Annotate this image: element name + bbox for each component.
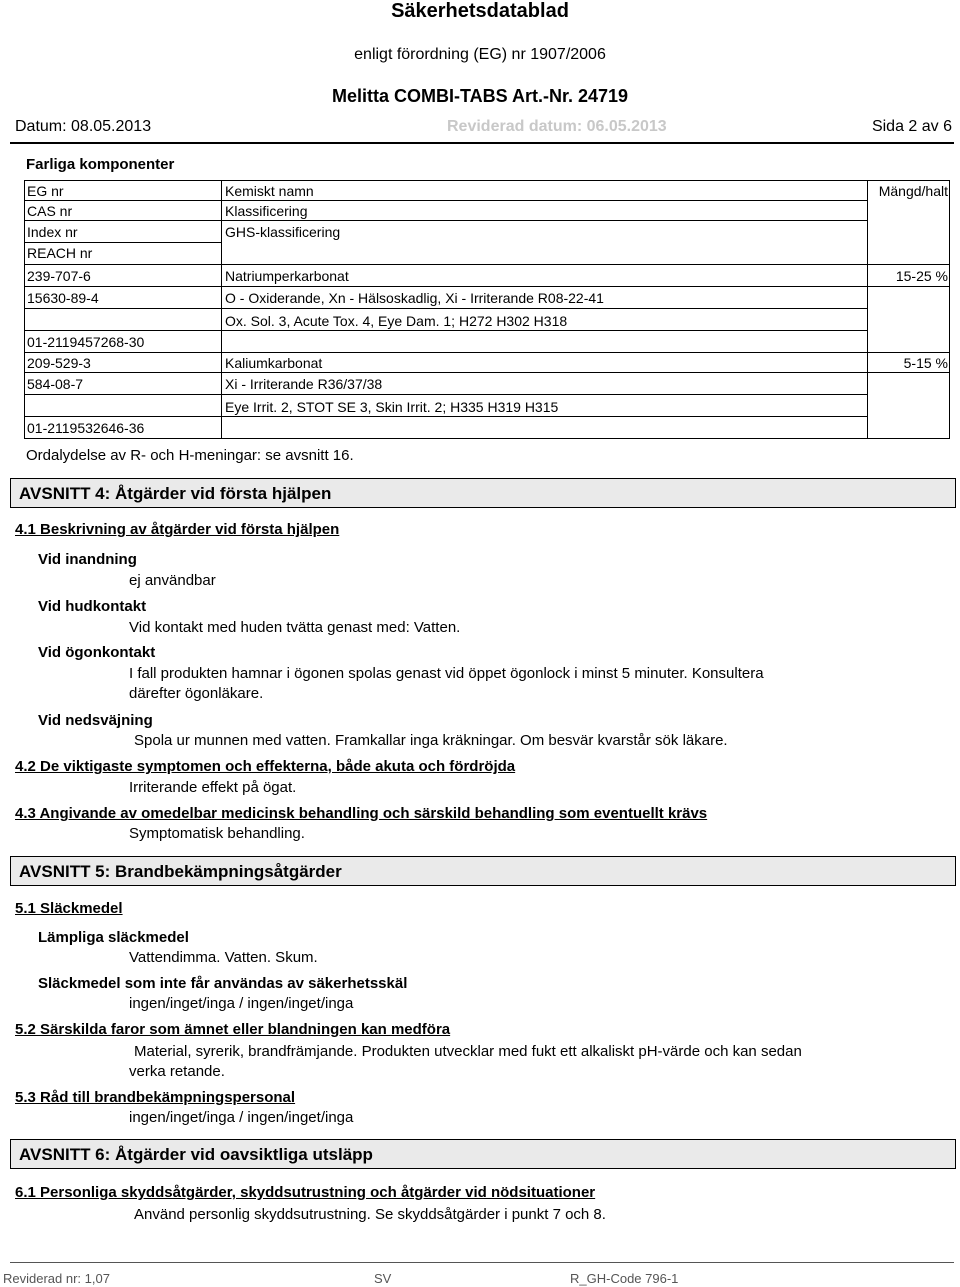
s42-text: Irriterande effekt på ögat. — [129, 779, 297, 796]
footer-language: SV — [374, 1271, 392, 1286]
components-heading: Farliga komponenter — [26, 156, 175, 173]
document-title: Säkerhetsdatablad — [391, 0, 569, 22]
skin-label: Vid hudkontakt — [38, 598, 147, 615]
col-header-cas: CAS nr — [27, 203, 73, 219]
row1-amount: 15-25 % — [895, 268, 948, 284]
row1-ghs: Ox. Sol. 3, Acute Tox. 4, Eye Dam. 1; H272 H302 H318 — [225, 313, 568, 329]
row2-name: Kaliumkarbonat — [225, 355, 323, 371]
section4-heading: AVSNITT 4: Åtgärder vid första hjälpen — [10, 478, 956, 508]
col-header-amount: Mängd/halt — [878, 183, 948, 199]
eye-label: Vid ögonkontakt — [38, 644, 156, 661]
s52-title: 5.2 Särskilda faror som ämnet eller blandningen kan medföra — [15, 1021, 451, 1038]
inhalation-text: ej användbar — [129, 572, 216, 589]
row2-ec: 209-529-3 — [27, 355, 91, 371]
s61-title: 6.1 Personliga skyddsåtgärder, skyddsutrustning och åtgärder vid nödsituationer — [15, 1184, 596, 1201]
s43-text: Symptomatisk behandling. — [129, 825, 305, 842]
row1-classification: O - Oxiderande, Xn - Hälsoskadlig, Xi - Irriterande R08-22-41 — [225, 290, 604, 306]
col-header-ec: EG nr — [27, 183, 64, 199]
footer-divider — [10, 1262, 954, 1263]
s61-text: Använd personlig skyddsutrustning. Se skyddsåtgärder i punkt 7 och 8. — [134, 1206, 606, 1223]
section5-heading: AVSNITT 5: Brandbekämpningsåtgärder — [10, 856, 956, 886]
row2-classification: Xi - Irriterande R36/37/38 — [225, 376, 383, 392]
col-header-reach: REACH nr — [27, 245, 93, 261]
skin-text: Vid kontakt med huden tvätta genast med: Vatten. — [129, 619, 461, 636]
product-name: Melitta COMBI-TABS Art.-Nr. 24719 — [331, 86, 629, 106]
footer-revision: Reviderad nr: 1,07 — [3, 1271, 110, 1286]
unsuitable-label: Släckmedel som inte får användas av säkerhetsskäl — [38, 975, 408, 992]
col-header-classification: Klassificering — [225, 203, 308, 219]
suitable-label: Lämpliga släckmedel — [38, 929, 189, 946]
s52-text-line2: verka retande. — [129, 1063, 225, 1080]
suitable-text: Vattendimma. Vatten. Skum. — [129, 949, 318, 966]
s53-text: ingen/inget/inga / ingen/inget/inga — [129, 1109, 354, 1126]
col-header-ghs: GHS-klassificering — [225, 224, 341, 240]
ingestion-label: Vid nedsväjning — [38, 712, 153, 729]
s53-title: 5.3 Råd till brandbekämpningspersonal — [15, 1089, 296, 1106]
revised-date: Reviderad datum: 06.05.2013 — [447, 118, 667, 135]
regulation-subtitle: enligt förordning (EG) nr 1907/2006 — [354, 46, 606, 63]
row2-ghs: Eye Irrit. 2, STOT SE 3, Skin Irrit. 2; H335 H319 H315 — [225, 399, 559, 415]
row2-reach: 01-2119532646-36 — [27, 420, 145, 436]
s42-title: 4.2 De viktigaste symptomen och effekterna, både akuta och fördröjda — [15, 758, 516, 775]
inhalation-label: Vid inandning — [38, 551, 137, 568]
row1-name: Natriumperkarbonat — [225, 268, 349, 284]
document-date: Datum: 08.05.2013 — [15, 118, 152, 135]
s52-text-line1: Material, syrerik, brandfrämjande. Produkten utvecklar med fukt ett alkaliskt pH-värde och kan sedan — [134, 1043, 802, 1060]
row1-ec: 239-707-6 — [27, 268, 91, 284]
row2-cas: 584-08-7 — [27, 376, 84, 392]
s41-title: 4.1 Beskrivning av åtgärder vid första hjälpen — [15, 521, 340, 538]
s51-title: 5.1 Släckmedel — [15, 900, 123, 917]
components-note: Ordalydelse av R- och H-meningar: se avsnitt 16. — [26, 447, 354, 464]
row1-reach: 01-2119457268-30 — [27, 334, 145, 350]
eye-text-line2: därefter ögonläkare. — [129, 685, 264, 702]
col-header-index: Index nr — [27, 224, 78, 240]
header-divider — [10, 142, 954, 144]
unsuitable-text: ingen/inget/inga / ingen/inget/inga — [129, 995, 354, 1012]
ingestion-text: Spola ur munnen med vatten. Framkallar inga kräkningar. Om besvär kvarstår sök läkare. — [134, 732, 728, 749]
s43-title: 4.3 Angivande av omedelbar medicinsk behandling och särskild behandling som eventuellt krävs — [15, 805, 708, 822]
row2-amount: 5-15 % — [903, 355, 948, 371]
section6-heading: AVSNITT 6: Åtgärder vid oavsiktliga utsläpp — [10, 1139, 956, 1169]
eye-text-line1: I fall produkten hamnar i ögonen spolas genast vid öppet ögonlock i minst 5 minuter. Konsultera — [129, 665, 764, 682]
row1-cas: 15630-89-4 — [27, 290, 99, 306]
col-header-name: Kemiskt namn — [225, 183, 314, 199]
page-number: Sida 2 av 6 — [871, 118, 952, 135]
footer-code: R_GH-Code 796-1 — [570, 1271, 679, 1286]
